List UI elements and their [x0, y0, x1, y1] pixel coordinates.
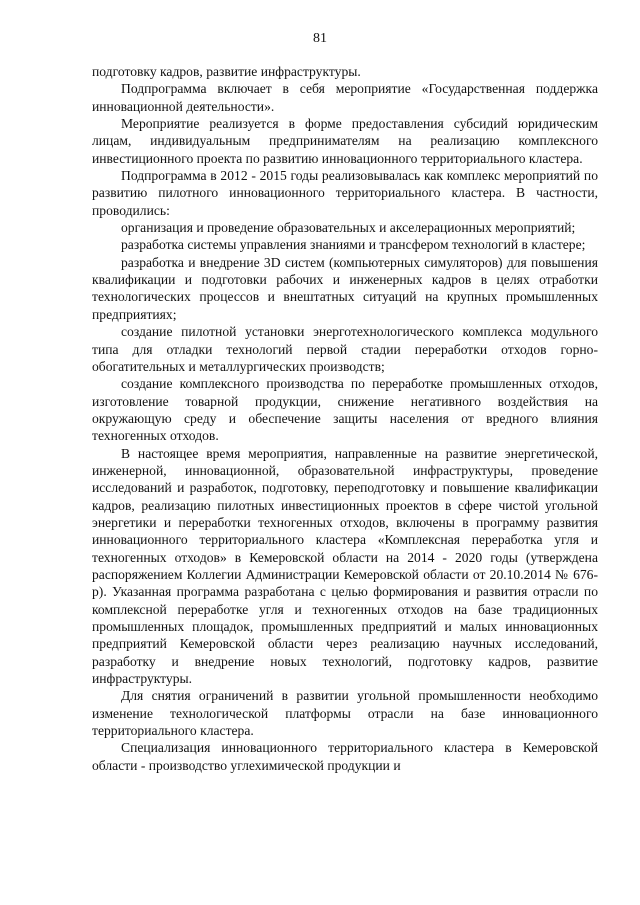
paragraph: В настоящее время мероприятия, направленные на развитие энергетической, инженерной, инновационной, образовательной инфраструктуры, проведение исследований и разработок, подготовку, переподготовку и повышение квалификации кадров, реализацию пилотных инвестиционных проектов в сфере чистой угольной энергетики и переработки техногенных отходов, включены в программу развития инновационного территориального кластера «Комплексная переработка угля и техногенных отходов» в Кемеровской области на 2014 - 2020 годы (утверждена распоряжением Коллегии Администрации Кемеровской области от 20.10.2014 № 676-р). Указанная программа разработана с целью формирования и развития отрасли по комплексной переработке угля и техногенных отходов на базе традиционных промышленных площадок, промышленных предприятий и малых инновационных предприятий Кемеровской области через реализацию научных исследований, разработку и внедрение новых технологий, подготовку кадров, развитие инфраструктуры.: [92, 445, 598, 687]
paragraph: Мероприятие реализуется в форме предоставления субсидий юридическим лицам, индивидуальным предпринимателям на реализацию комплексного инвестиционного проекта по развитию инновационного территориального кластера.: [92, 116, 598, 166]
list-item: разработка и внедрение 3D систем (компьютерных симуляторов) для повышения квалификации и подготовки рабочих и инженерных кадров в целях отработки технологических процессов и внештатных ситуаций на крупных промышленных предприятиях;: [92, 254, 598, 322]
paragraph: Для снятия ограничений в развитии угольной промышленности необходимо изменение технологической платформы отрасли на базе инновационного территориального кластера.: [92, 688, 598, 739]
list-item: разработка системы управления знаниями и трансфером технологий в кластере;: [121, 237, 586, 253]
paragraph-continuation: подготовку кадров, развитие инфраструктуры.: [92, 64, 361, 79]
page-number: 81: [313, 31, 327, 46]
paragraph: Подпрограмма в 2012 - 2015 годы реализовывалась как комплекс мероприятий по развитию пилотного инновационного территориального кластера. В частности, проводились:: [92, 168, 598, 218]
list-item: организация и проведение образовательных и акселерационных мероприятий;: [121, 220, 576, 236]
list-item: создание пилотной установки энерготехнологического комплекса модульного типа для отладки технологий первой стадии переработки отходов горно-обогатительных и металлургических производств;: [92, 324, 598, 374]
list-item: создание комплексного производства по переработке промышленных отходов, изготовление товарной продукции, снижение негативного воздействия на окружающую среду и обеспечение защиты населения от вредного влияния техногенных отходов.: [92, 376, 598, 444]
paragraph: Специализация инновационного территориального кластера в Кемеровской области - производство углехимической продукции и: [92, 740, 598, 773]
document-body: [92, 63, 598, 774]
paragraph: Подпрограмма включает в себя мероприятие «Государственная поддержка инновационной деятельности».: [92, 81, 598, 114]
